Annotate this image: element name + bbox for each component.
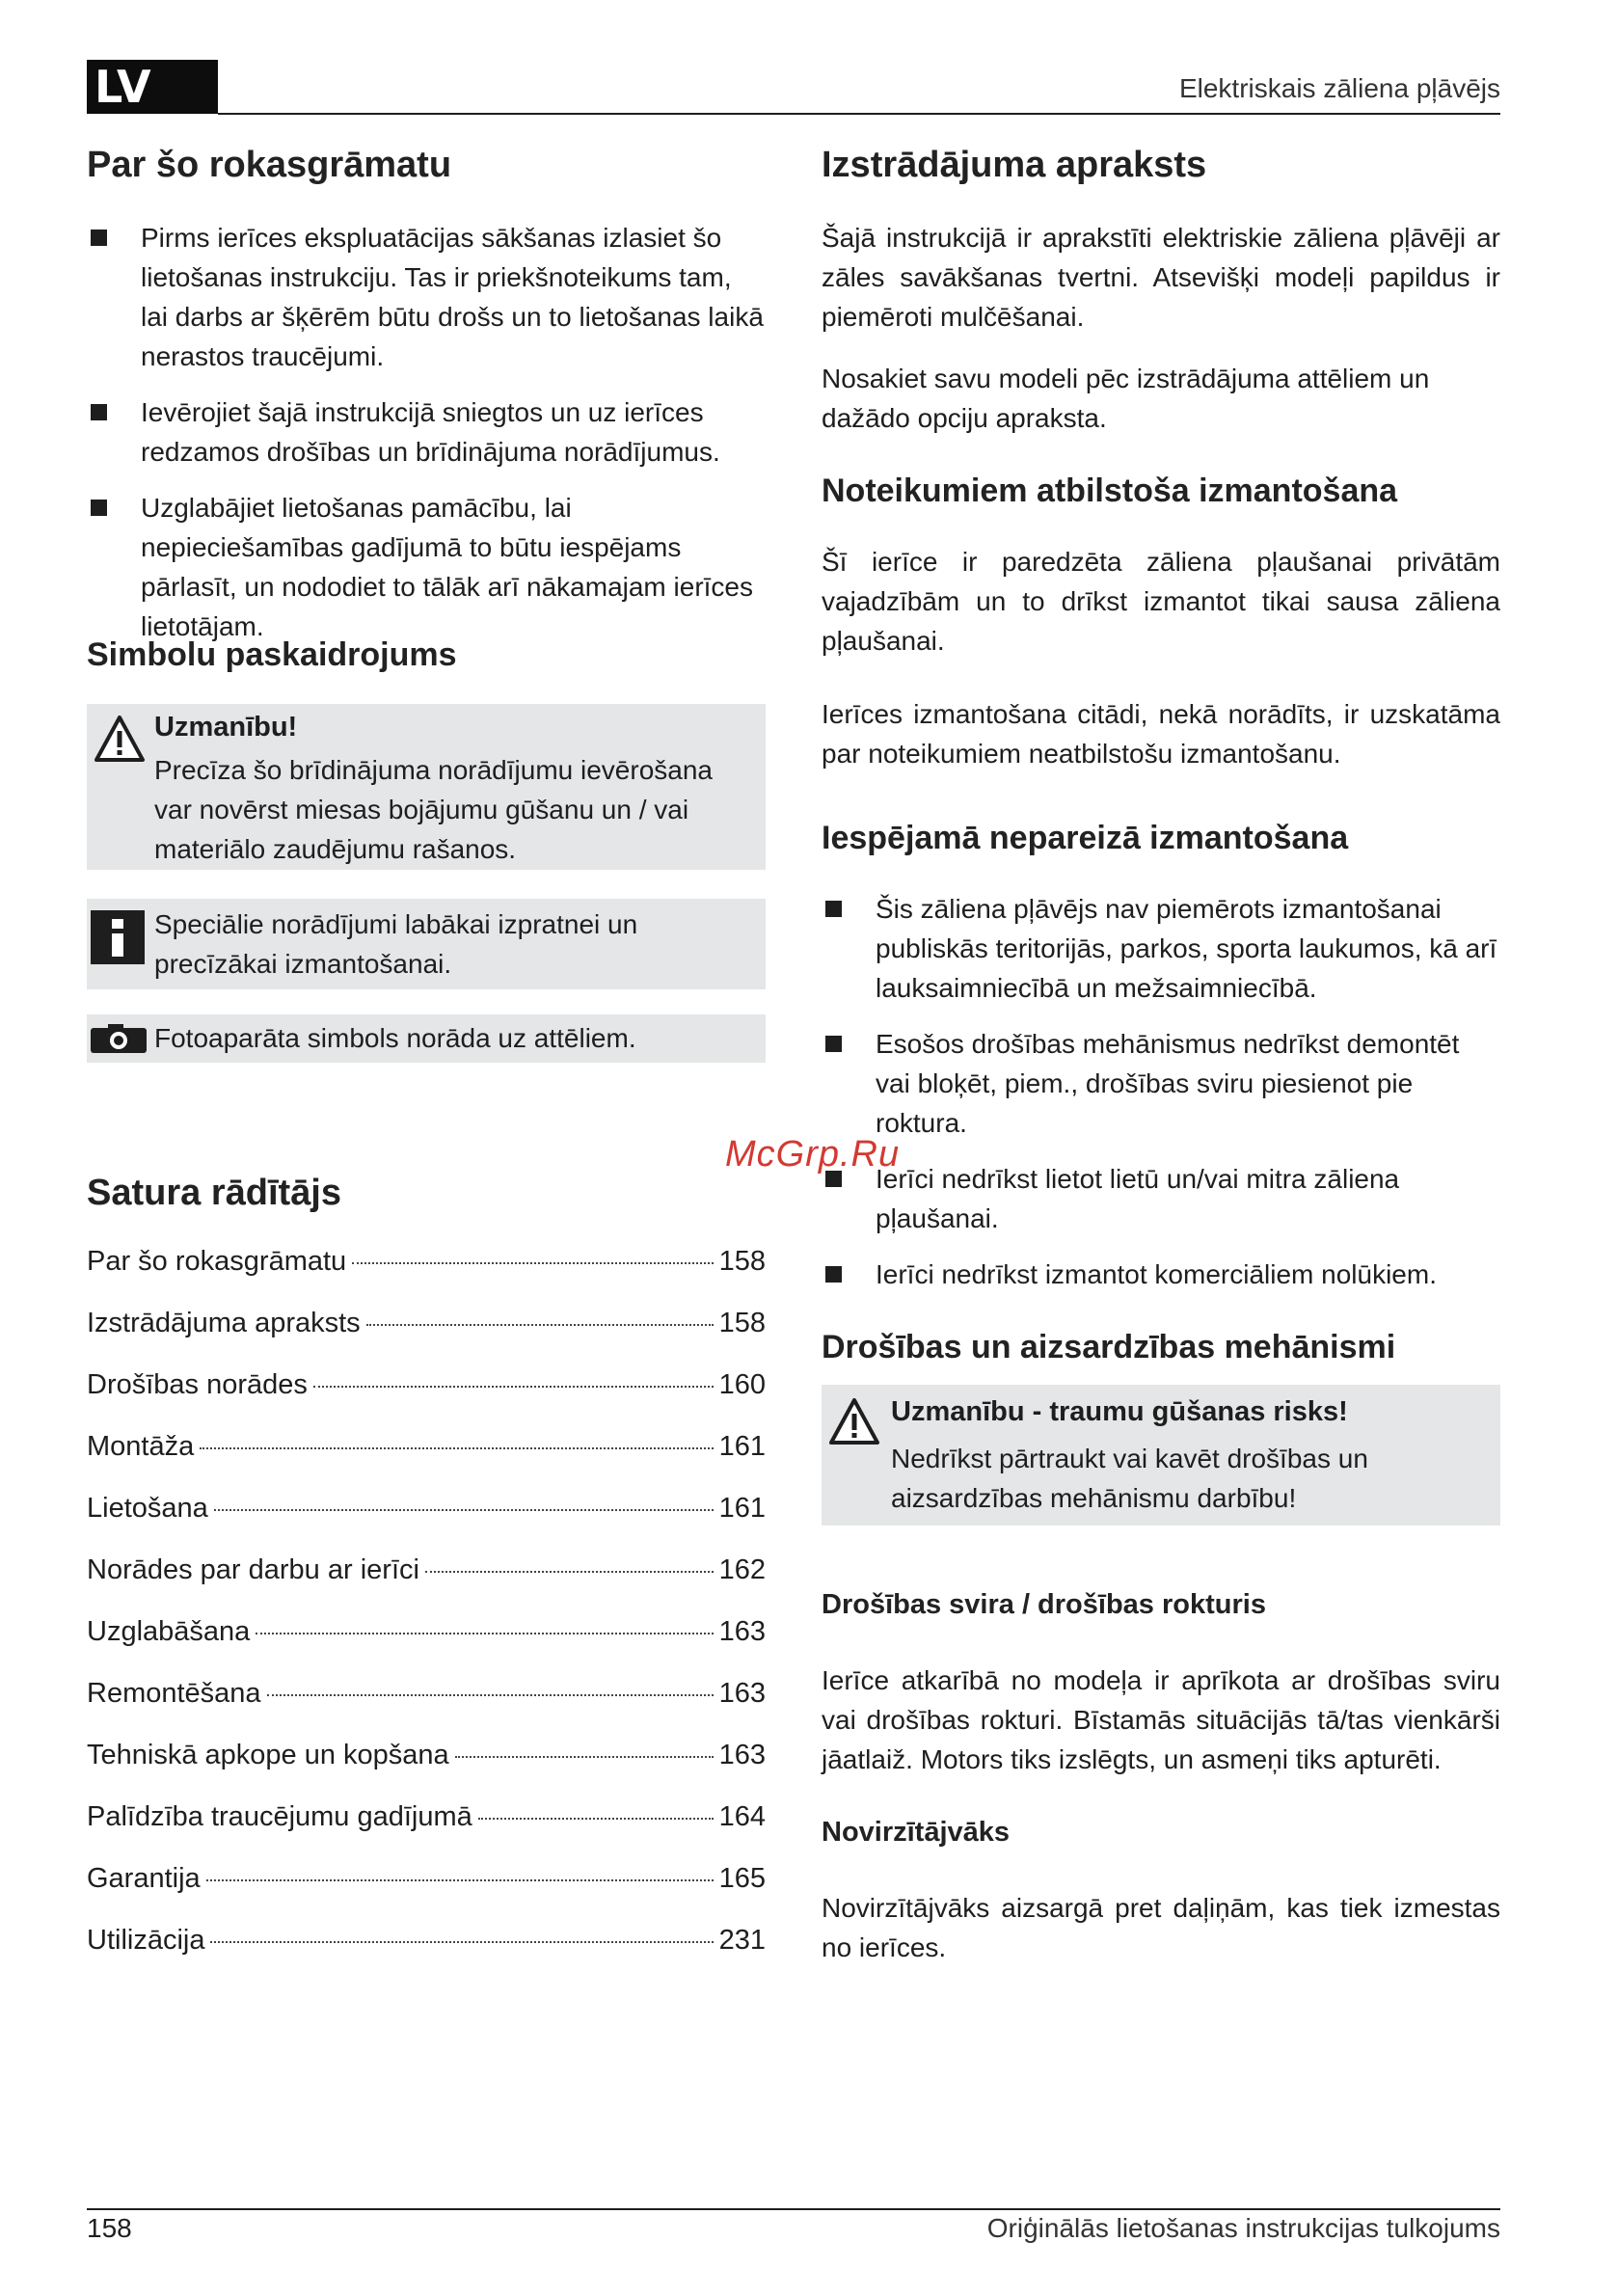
bullet-square-icon bbox=[91, 404, 107, 420]
table-of-contents bbox=[87, 1246, 766, 1986]
toc-entry[interactable]: Par šo rokasgrāmatu 158 bbox=[87, 1246, 766, 1277]
safety-warning-notice bbox=[822, 1385, 1500, 1526]
watermark: McGrp.Ru bbox=[725, 1134, 901, 1175]
list-item: Uzglabājiet lietošanas pamācību, lai nepieciešamības gadījumā to būtu iespējams pārlasīt, un nododiet to tālāk arī nākamajam ierīces lietotājam. bbox=[87, 488, 766, 646]
toc-entry[interactable]: Drošības norādes 160 bbox=[87, 1369, 766, 1400]
list-item: Esošos drošības mehānismus nedrīkst demontēt vai bloķēt, piem., drošības sviru piesienot pie roktura. bbox=[822, 1024, 1500, 1143]
toc-entry[interactable]: Remontēšana 163 bbox=[87, 1678, 766, 1709]
intended-use-paragraph-1: Šī ierīce ir paredzēta zāliena pļaušanai privātām vajadzībām un to drīkst izmantot tikai sausa zāliena pļaušanai. bbox=[822, 547, 1500, 656]
warning-triangle-icon bbox=[93, 714, 147, 769]
symbols-heading: Simbolu paskaidrojums bbox=[87, 636, 457, 673]
language-badge: LV bbox=[87, 60, 218, 114]
safety-warning-body: Nedrīkst pārtraukt vai kavēt drošības un aizsardzības mehānismu darbību! bbox=[891, 1444, 1368, 1513]
warning-notice bbox=[87, 704, 766, 870]
toc-entry[interactable]: Garantija 165 bbox=[87, 1863, 766, 1894]
toc-entry[interactable]: Utilizācija 231 bbox=[87, 1925, 766, 1956]
list-item: Ierīci nedrīkst lietot lietū un/vai mitra zāliena pļaušanai. bbox=[822, 1159, 1500, 1238]
header-rule bbox=[218, 113, 1500, 115]
warning-title: Uzmanību! bbox=[154, 712, 298, 743]
product-heading: Izstrādājuma apraksts bbox=[822, 145, 1207, 185]
list-item: Šis zāliena pļāvējs nav piemērots izmantošanai publiskās teritorijās, parkos, sporta laukumos, kā arī lauksaimniecībā un mežsaimniecībā. bbox=[822, 889, 1500, 1008]
toc-entry[interactable]: Palīdzība traucējumu gadījumā 164 bbox=[87, 1801, 766, 1832]
misuse-heading: Iespējamā nepareizā izmantošana bbox=[822, 820, 1349, 856]
camera-notice bbox=[87, 1014, 766, 1063]
toc-entry[interactable]: Uzglabāšana 163 bbox=[87, 1616, 766, 1647]
lever-paragraph: Ierīce atkarībā no modeļa ir aprīkota ar drošības sviru vai drošības rokturi. Bīstamās situācijās tā/tas vienkārši jāatlaiž. Motors tiks izslēgts, un asmeņi tiks apturēti. bbox=[822, 1665, 1500, 1774]
intended-use-heading: Noteikumiem atbilstoša izmantošana bbox=[822, 473, 1398, 509]
warning-triangle-icon bbox=[827, 1396, 881, 1451]
footer-text: Oriģinālās lietošanas instrukcijas tulkojums bbox=[986, 2213, 1500, 2243]
bullet-square-icon bbox=[825, 1036, 842, 1052]
bullet-square-icon bbox=[91, 230, 107, 246]
toc-heading: Satura rādītājs bbox=[87, 1173, 341, 1213]
toc-entry[interactable]: Tehniskā apkope un kopšana 163 bbox=[87, 1740, 766, 1770]
toc-entry[interactable]: Izstrādājuma apraksts 158 bbox=[87, 1308, 766, 1338]
about-bullet-list bbox=[87, 218, 766, 662]
product-paragraph-1: Šajā instrukcijā ir aprakstīti elektriskie zāliena pļāvēji ar zāles savākšanas tvertni. Atsevišķi modeļi papildus ir piemēroti mulčēšanai. bbox=[822, 223, 1500, 332]
info-notice bbox=[87, 899, 766, 989]
list-item: Ierīci nedrīkst izmantot komerciāliem nolūkiem. bbox=[822, 1255, 1500, 1294]
safety-warning-title: Uzmanību - traumu gūšanas risks! bbox=[891, 1396, 1348, 1427]
list-item: Ievērojiet šajā instrukcijā sniegtos un uz ierīces redzamos drošības un brīdinājuma norādījumus. bbox=[87, 392, 766, 472]
header-title: Elektriskais zāliena pļāvējs bbox=[1178, 73, 1500, 103]
page-number: 158 bbox=[87, 2213, 132, 2243]
safety-mechanisms-heading: Drošības un aizsardzības mehānismi bbox=[822, 1329, 1396, 1365]
camera-icon bbox=[91, 1024, 147, 1058]
toc-entry[interactable]: Montāža 161 bbox=[87, 1431, 766, 1462]
warning-body: Precīza šo brīdinājuma norādījumu ievērošana var novērst miesas bojājumu gūšanu un / vai materiālo zaudējumu rašanos. bbox=[154, 755, 713, 864]
bullet-square-icon bbox=[91, 500, 107, 516]
deflector-heading: Novirzītājvāks bbox=[822, 1817, 1011, 1848]
bullet-square-icon bbox=[825, 1266, 842, 1283]
footer-rule bbox=[87, 2208, 1500, 2210]
info-icon bbox=[91, 910, 145, 969]
misuse-bullet-list bbox=[822, 889, 1500, 1310]
intended-use-paragraph-2: Ierīces izmantošana citādi, nekā norādīts, ir uzskatāma par noteikumiem neatbilstošu izmantošanu. bbox=[822, 699, 1500, 769]
product-paragraph-2: Nosakiet savu modeli pēc izstrādājuma attēliem un dažādo opciju apraksta. bbox=[822, 364, 1430, 433]
toc-entry[interactable]: Norādes par darbu ar ierīci 162 bbox=[87, 1554, 766, 1585]
bullet-square-icon bbox=[825, 901, 842, 917]
toc-entry[interactable]: Lietošana 161 bbox=[87, 1493, 766, 1524]
info-note-text: Speciālie norādījumi labākai izpratnei un precīzākai izmantošanai. bbox=[154, 909, 638, 979]
lever-heading: Drošības svira / drošības rokturis bbox=[822, 1589, 1266, 1620]
about-heading: Par šo rokasgrāmatu bbox=[87, 145, 452, 185]
deflector-paragraph: Novirzītājvāks aizsargā pret daļiņām, kas tiek izmestas no ierīces. bbox=[822, 1893, 1500, 1962]
list-item: Pirms ierīces ekspluatācijas sākšanas izlasiet šo lietošanas instrukciju. Tas ir priekšnoteikums tam, lai darbs ar šķērēm būtu drošs un to lietošanas laikā nerastos traucējumi. bbox=[87, 218, 766, 376]
camera-note-text: Fotoaparāta simbols norāda uz attēliem. bbox=[154, 1023, 636, 1053]
